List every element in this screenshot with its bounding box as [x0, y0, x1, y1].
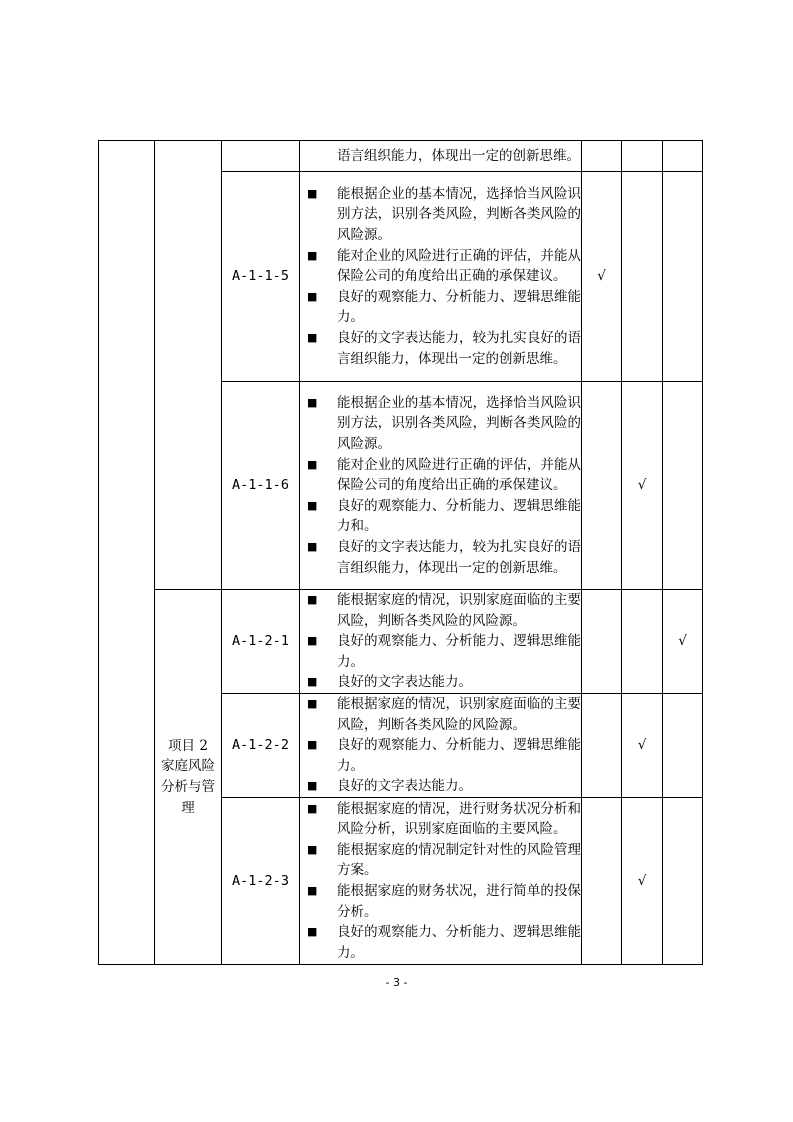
level-cell-3 — [663, 694, 703, 798]
requirement-text: 良好的文字表达能力。 — [337, 674, 472, 691]
requirements-cell — [300, 590, 582, 694]
project-name: 项目 2 家庭风险分析与管理 — [161, 737, 215, 816]
list-item — [300, 631, 581, 672]
list-item — [300, 496, 581, 537]
requirement-text: 能根据企业的基本情况，选择恰当风险识别方法，识别各类风险，判断各类风险的风险源。 — [337, 185, 581, 244]
level-cell-1 — [582, 694, 622, 798]
list-item — [300, 776, 581, 797]
level-cell-1 — [582, 141, 622, 172]
requirements-cell — [300, 172, 582, 382]
square-bullet-icon: ■ — [307, 884, 318, 897]
square-bullet-icon: ■ — [307, 675, 318, 689]
level-cell-3 — [663, 141, 703, 172]
requirement-text: 能对企业的风险进行正确的评估，并能从保险公司的角度给出正确的承保建议。 — [337, 456, 581, 494]
requirement-text: 能根据家庭的情况，进行财务状况分析和风险分析，识别家庭面临的主要风险。 — [337, 800, 581, 838]
table-row — [99, 590, 703, 694]
list-item — [300, 672, 581, 693]
square-bullet-icon: ■ — [307, 697, 318, 711]
level-cell-1 — [582, 590, 622, 694]
requirement-text: 良好的观察能力、分析能力、逻辑思维能力。 — [337, 924, 581, 961]
level-cell-2 — [622, 798, 663, 965]
square-bullet-icon: ■ — [307, 925, 318, 939]
requirement-text: 良好的观察能力、分析能力、逻辑思维能力和。 — [337, 497, 581, 535]
list-item — [300, 881, 581, 922]
module-code: A-1-1-5 — [222, 172, 300, 382]
list-item — [300, 246, 581, 287]
module-code — [222, 141, 300, 172]
square-bullet-icon: ■ — [307, 395, 318, 409]
module-code: A-1-2-3 — [222, 798, 300, 965]
level-cell-3 — [663, 172, 703, 382]
check-mark-icon: √ — [637, 872, 647, 889]
level-cell-2 — [622, 172, 663, 382]
square-bullet-icon: ■ — [307, 289, 318, 303]
square-bullet-icon: ■ — [307, 779, 318, 793]
requirement-text: 良好的观察能力、分析能力、逻辑思维能力。 — [337, 633, 581, 670]
list-item — [300, 146, 581, 167]
square-bullet-icon: ■ — [307, 738, 318, 752]
requirement-text: 能根据家庭的情况制定针对性的风险管理方案。 — [337, 841, 581, 879]
blank-project-cell — [155, 141, 222, 590]
requirement-text: 能根据企业的基本情况，选择恰当风险识别方法，识别各类风险，判断各类风险的风险源。 — [337, 394, 581, 453]
list-item — [300, 590, 581, 631]
list-item — [300, 694, 581, 735]
requirements-cell — [300, 141, 582, 172]
module-code: A-1-2-2 — [222, 694, 300, 798]
square-bullet-icon: ■ — [307, 498, 318, 512]
list-item — [300, 922, 581, 963]
level-cell-2 — [622, 141, 663, 172]
check-mark-icon: √ — [637, 737, 647, 754]
list-item — [300, 840, 581, 881]
check-mark-icon: √ — [637, 477, 647, 494]
requirement-text: 能根据家庭的情况，识别家庭面临的主要风险，判断各类风险的风险源。 — [337, 592, 581, 629]
level-cell-3 — [663, 798, 703, 965]
level-cell-3 — [663, 382, 703, 590]
square-bullet-icon: ■ — [307, 801, 318, 815]
project-name-cell — [155, 590, 222, 965]
level-cell-1 — [582, 798, 622, 965]
blank-category-cell — [99, 141, 155, 965]
level-cell-1 — [582, 382, 622, 590]
requirements-cell — [300, 798, 582, 965]
list-item — [300, 799, 581, 840]
requirements-cell — [300, 694, 582, 798]
square-bullet-icon: ■ — [307, 593, 318, 607]
list-item — [300, 735, 581, 776]
requirement-text: 语言组织能力，体现出一定的创新思维。 — [337, 147, 580, 164]
requirement-text: 能根据家庭的财务状况，进行简单的投保分析。 — [337, 883, 581, 920]
table-row — [99, 141, 703, 172]
requirement-text: 良好的文字表达能力，较为扎实良好的语言组织能力，体现出一定的创新思维。 — [337, 329, 581, 367]
level-cell-1 — [582, 172, 622, 382]
list-item — [300, 393, 581, 455]
level-cell-3 — [663, 590, 703, 694]
requirement-text: 良好的文字表达能力，较为扎实良好的语言组织能力，体现出一定的创新思维。 — [337, 538, 581, 576]
requirements-cell — [300, 382, 582, 590]
spec-table — [98, 140, 703, 965]
square-bullet-icon: ■ — [307, 842, 318, 856]
requirement-text: 能对企业的风险进行正确的评估，并能从保险公司的角度给出正确的承保建议。 — [337, 247, 581, 285]
square-bullet-icon: ■ — [307, 330, 318, 344]
check-mark-icon: √ — [678, 633, 687, 650]
level-cell-2 — [622, 590, 663, 694]
check-mark-icon: √ — [597, 268, 606, 285]
requirement-text: 良好的观察能力、分析能力、逻辑思维能力。 — [337, 737, 581, 774]
square-bullet-icon: ■ — [307, 248, 318, 262]
list-item — [300, 328, 581, 369]
module-code: A-1-2-1 — [222, 590, 300, 694]
list-item — [300, 455, 581, 496]
requirement-text: 良好的观察能力、分析能力、逻辑思维能力。 — [337, 288, 581, 326]
module-code: A-1-1-6 — [222, 382, 300, 590]
list-item — [300, 184, 581, 246]
level-cell-2 — [622, 694, 663, 798]
page-number: - 3 - — [385, 976, 408, 989]
square-bullet-icon: ■ — [307, 539, 318, 553]
requirement-text: 能根据家庭的情况，识别家庭面临的主要风险，判断各类风险的风险源。 — [337, 696, 581, 733]
requirement-text: 良好的文字表达能力。 — [337, 778, 472, 795]
list-item — [300, 287, 581, 328]
square-bullet-icon: ■ — [307, 634, 318, 648]
square-bullet-icon: ■ — [307, 457, 318, 471]
list-item — [300, 537, 581, 578]
level-cell-2 — [622, 382, 663, 590]
square-bullet-icon: ■ — [307, 186, 318, 200]
